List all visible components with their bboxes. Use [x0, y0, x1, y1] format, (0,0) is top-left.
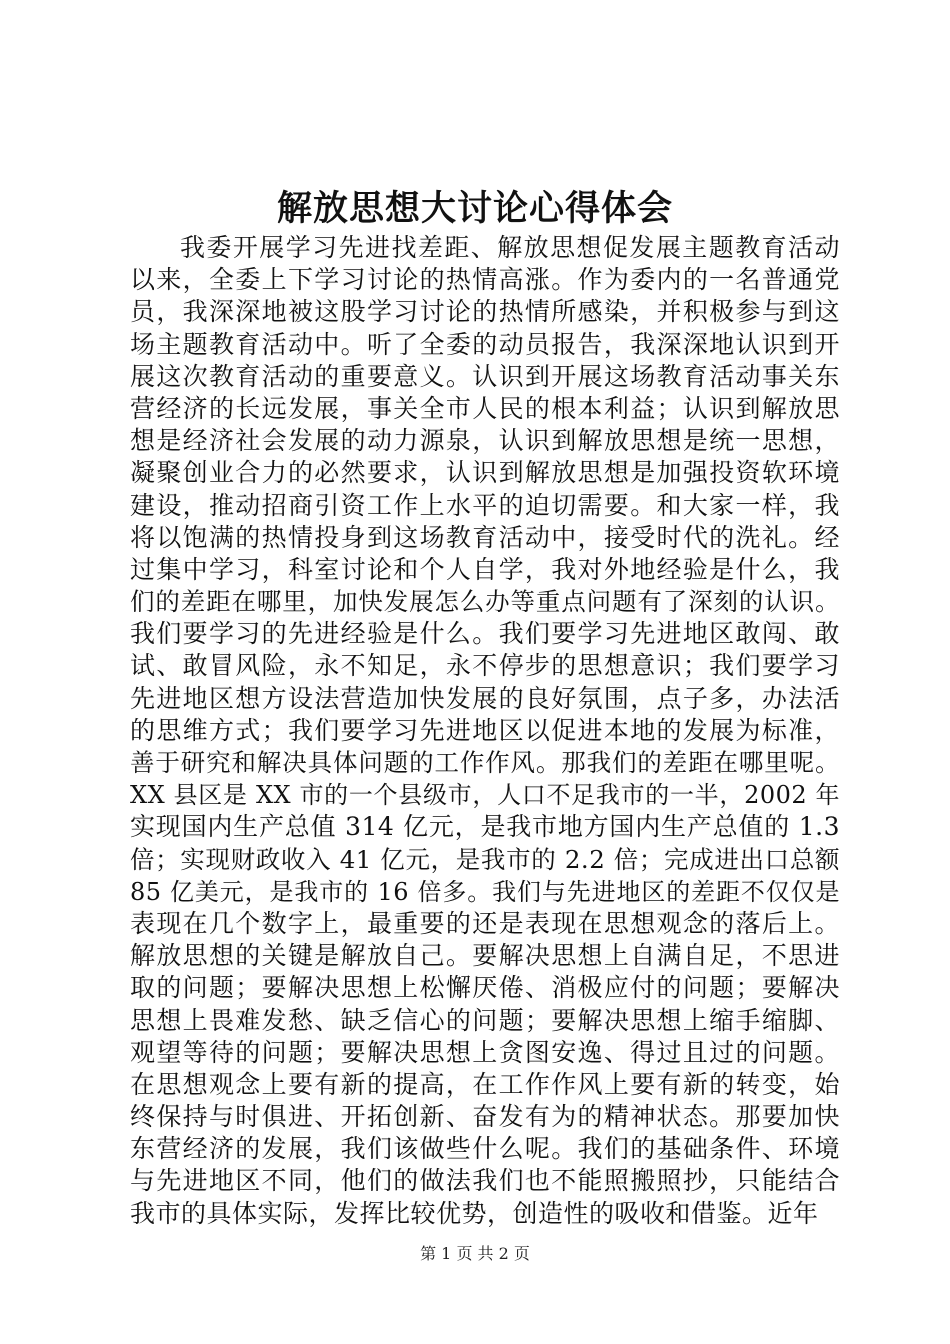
document-body — [130, 232, 840, 1230]
body-line: 终保持与时俱进、开拓创新、奋发有为的精神状态。那要加快 — [130, 1102, 840, 1132]
body-line: 先进地区想方设法营造加快发展的良好氛围，点子多，办法活 — [130, 683, 840, 713]
body-line: 过集中学习，科室讨论和个人自学，我对外地经验是什么，我 — [130, 554, 840, 584]
body-line: 与先进地区不同，他们的做法我们也不能照搬照抄，只能结合 — [130, 1166, 840, 1196]
body-line: 在思想观念上要有新的提高，在工作作风上要有新的转变，始 — [130, 1069, 840, 1099]
page-footer: 第 1 页 共 2 页 — [420, 1244, 530, 1263]
body-line: 将以饱满的热情投身到这场教育活动中，接受时代的洗礼。经 — [130, 522, 840, 552]
body-line: 我委开展学习先进找差距、解放思想促发展主题教育活动 — [180, 233, 840, 262]
body-line: 表现在几个数字上，最重要的还是表现在思想观念的落后上。 — [130, 908, 840, 938]
body-line: 善于研究和解决具体问题的工作作风。那我们的差距在哪里呢。 — [130, 748, 840, 777]
body-line: 想是经济社会发展的动力源泉，认识到解放思想是统一思想， — [130, 426, 840, 456]
body-line: 试、敢冒风险，永不知足，永不停步的思想意识；我们要学习 — [130, 651, 840, 681]
body-line: 观望等待的问题；要解决思想上贪图安逸、得过且过的问题。 — [130, 1037, 840, 1067]
body-line: 营经济的长远发展，事关全市人民的根本利益；认识到解放思 — [130, 393, 840, 423]
body-line: 展这次教育活动的重要意义。认识到开展这场教育活动事关东 — [130, 361, 840, 391]
document-title: 解放思想大讨论心得体会 — [276, 188, 673, 229]
body-line: 取的问题；要解决思想上松懈厌倦、消极应付的问题；要解决 — [130, 973, 840, 1003]
body-line: 员，我深深地被这股学习讨论的热情所感染，并积极参与到这 — [130, 297, 840, 327]
body-line: 建设，推动招商引资工作上水平的迫切需要。和大家一样，我 — [130, 490, 840, 520]
body-line: 凝聚创业合力的必然要求，认识到解放思想是加强投资软环境 — [130, 458, 840, 488]
body-line: 我市的具体实际，发挥比较优势，创造性的吸收和借鉴。近年 — [130, 1198, 819, 1228]
body-line: 以来，全委上下学习讨论的热情高涨。作为委内的一名普通党 — [130, 265, 840, 295]
body-line: 思想上畏难发愁、缺乏信心的问题；要解决思想上缩手缩脚、 — [130, 1005, 840, 1035]
body-line: 85 亿美元，是我市的 16 倍多。我们与先进地区的差距不仅仅是 — [130, 877, 840, 906]
body-line: 解放思想的关键是解放自己。要解决思想上自满自足，不思进 — [130, 941, 840, 971]
body-line: 我们要学习的先进经验是什么。我们要学习先进地区敢闯、敢 — [130, 619, 840, 649]
body-line: 场主题教育活动中。听了全委的动员报告，我深深地认识到开 — [130, 329, 840, 359]
body-line: 东营经济的发展，我们该做些什么呢。我们的基础条件、环境 — [130, 1134, 840, 1164]
body-line: XX 县区是 XX 市的一个县级市，人口不足我市的一半，2002 年 — [130, 781, 840, 810]
body-line: 实现国内生产总值 314 亿元，是我市地方国内生产总值的 1.3 — [130, 812, 840, 842]
body-line: 们的差距在哪里，加快发展怎么办等重点问题有了深刻的认识。 — [130, 587, 840, 617]
body-line: 的思维方式；我们要学习先进地区以促进本地的发展为标准， — [130, 715, 840, 745]
body-line: 倍；实现财政收入 41 亿元，是我市的 2.2 倍；完成进出口总额 — [130, 844, 840, 874]
